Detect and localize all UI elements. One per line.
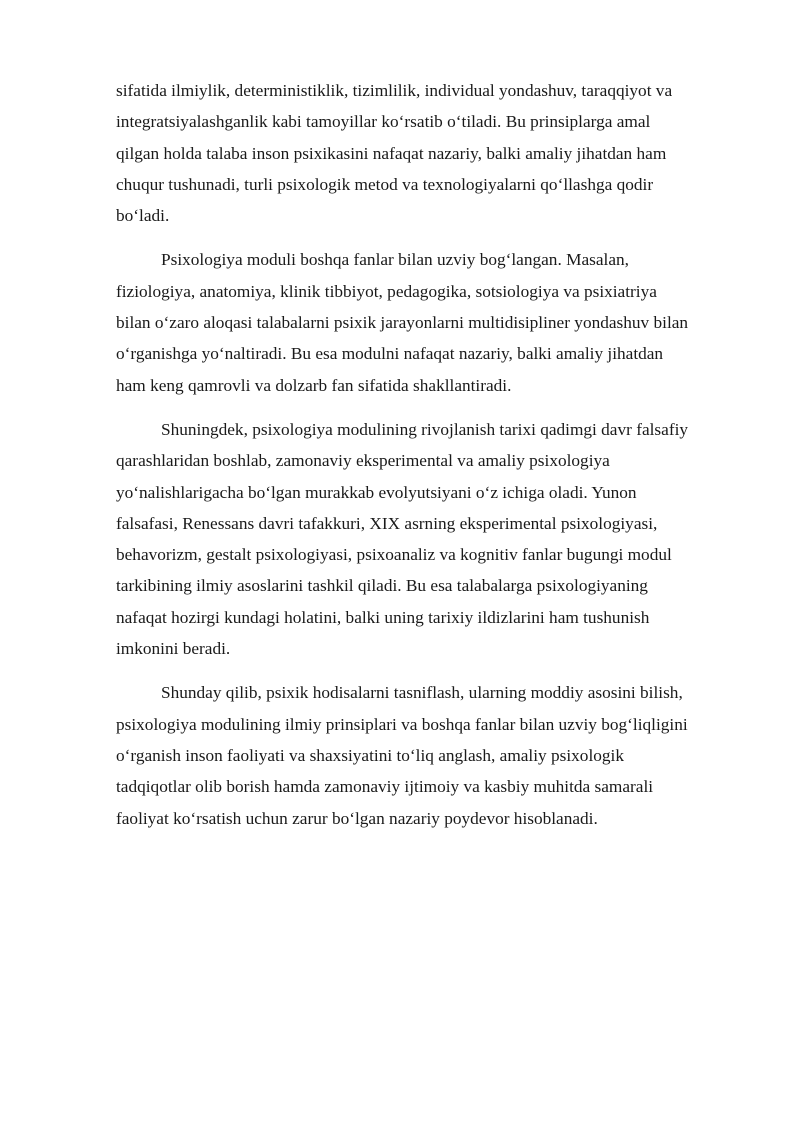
- text-line: falsafasi, Renessans davri tafakkuri, XIX asrning eksperimental psixologiyasi,: [116, 513, 658, 533]
- text-line: qilgan holda talaba inson psixikasini nafaqat nazariy, balki amaliy jihatdan ham: [116, 143, 667, 163]
- text-line: Psixologiya moduli boshqa fanlar bilan uzviy bog‘langan. Masalan,: [161, 250, 629, 270]
- paragraph-2: [116, 244, 726, 400]
- text-line: ham keng qamrovli va dolzarb fan sifatida shakllantiradi.: [116, 375, 512, 395]
- paragraph-3: [116, 414, 726, 664]
- text-line: behavorizm, gestalt psixologiyasi, psixoanaliz va kognitiv fanlar bugungi modul: [116, 545, 672, 565]
- text-line: yo‘nalishlarigacha bo‘lgan murakkab evolyutsiyani o‘z ichiga oladi. Yunon: [116, 482, 637, 502]
- text-line: o‘rganish inson faoliyati va shaxsiyatini to‘liq anglash, amaliy psixologik: [116, 745, 624, 765]
- text-line: bilan o‘zaro aloqasi talabalarni psixik jarayonlarni multidisipliner yondashuv bilan: [116, 313, 689, 333]
- text-line: Shunday qilib, psixik hodisalarni tasniflash, ularning moddiy asosini bilish,: [161, 683, 683, 703]
- text-line: sifatida ilmiylik, deterministiklik, tizimlilik, individual yondashuv, taraqqiyot va: [116, 81, 673, 100]
- text-line: tarkibining ilmiy asoslarini tashkil qiladi. Bu esa talabalarga psixologiyaning: [116, 576, 648, 596]
- paragraph-1: [116, 75, 726, 231]
- text-line: fiziologiya, anatomiya, klinik tibbiyot, pedagogika, sotsiologiya va psixiatriya: [116, 281, 657, 301]
- text-line: psixologiya modulining ilmiy prinsiplari va boshqa fanlar bilan uzviy bog‘liqligini: [116, 714, 688, 734]
- text-line: chuqur tushunadi, turli psixologik metod va texnologiyalarni qo‘llashga qodir: [116, 174, 654, 194]
- text-line: o‘rganishga yo‘naltiradi. Bu esa modulni nafaqat nazariy, balki amaliy jihatdan: [116, 344, 664, 364]
- text-line: integratsiyalashganlik kabi tamoyillar ko‘rsatib o‘tiladi. Bu prinsiplarga amal: [116, 112, 651, 132]
- text-line: imkonini beradi.: [116, 639, 231, 659]
- paragraph-4: [116, 677, 726, 833]
- document-body: [116, 75, 726, 847]
- text-line: Shuningdek, psixologiya modulining rivojlanish tarixi qadimgi davr falsafiy: [161, 419, 689, 439]
- text-line: tadqiqotlar olib borish hamda zamonaviy ijtimoiy va kasbiy muhitda samarali: [116, 777, 654, 797]
- text-line: faoliyat ko‘rsatish uchun zarur bo‘lgan nazariy poydevor hisoblanadi.: [116, 808, 598, 828]
- text-line: qarashlaridan boshlab, zamonaviy eksperimental va amaliy psixologiya: [116, 451, 610, 471]
- text-line: bo‘ladi.: [116, 206, 170, 226]
- text-line: nafaqat hozirgi kundagi holatini, balki uning tarixiy ildizlarini ham tushunish: [116, 607, 650, 627]
